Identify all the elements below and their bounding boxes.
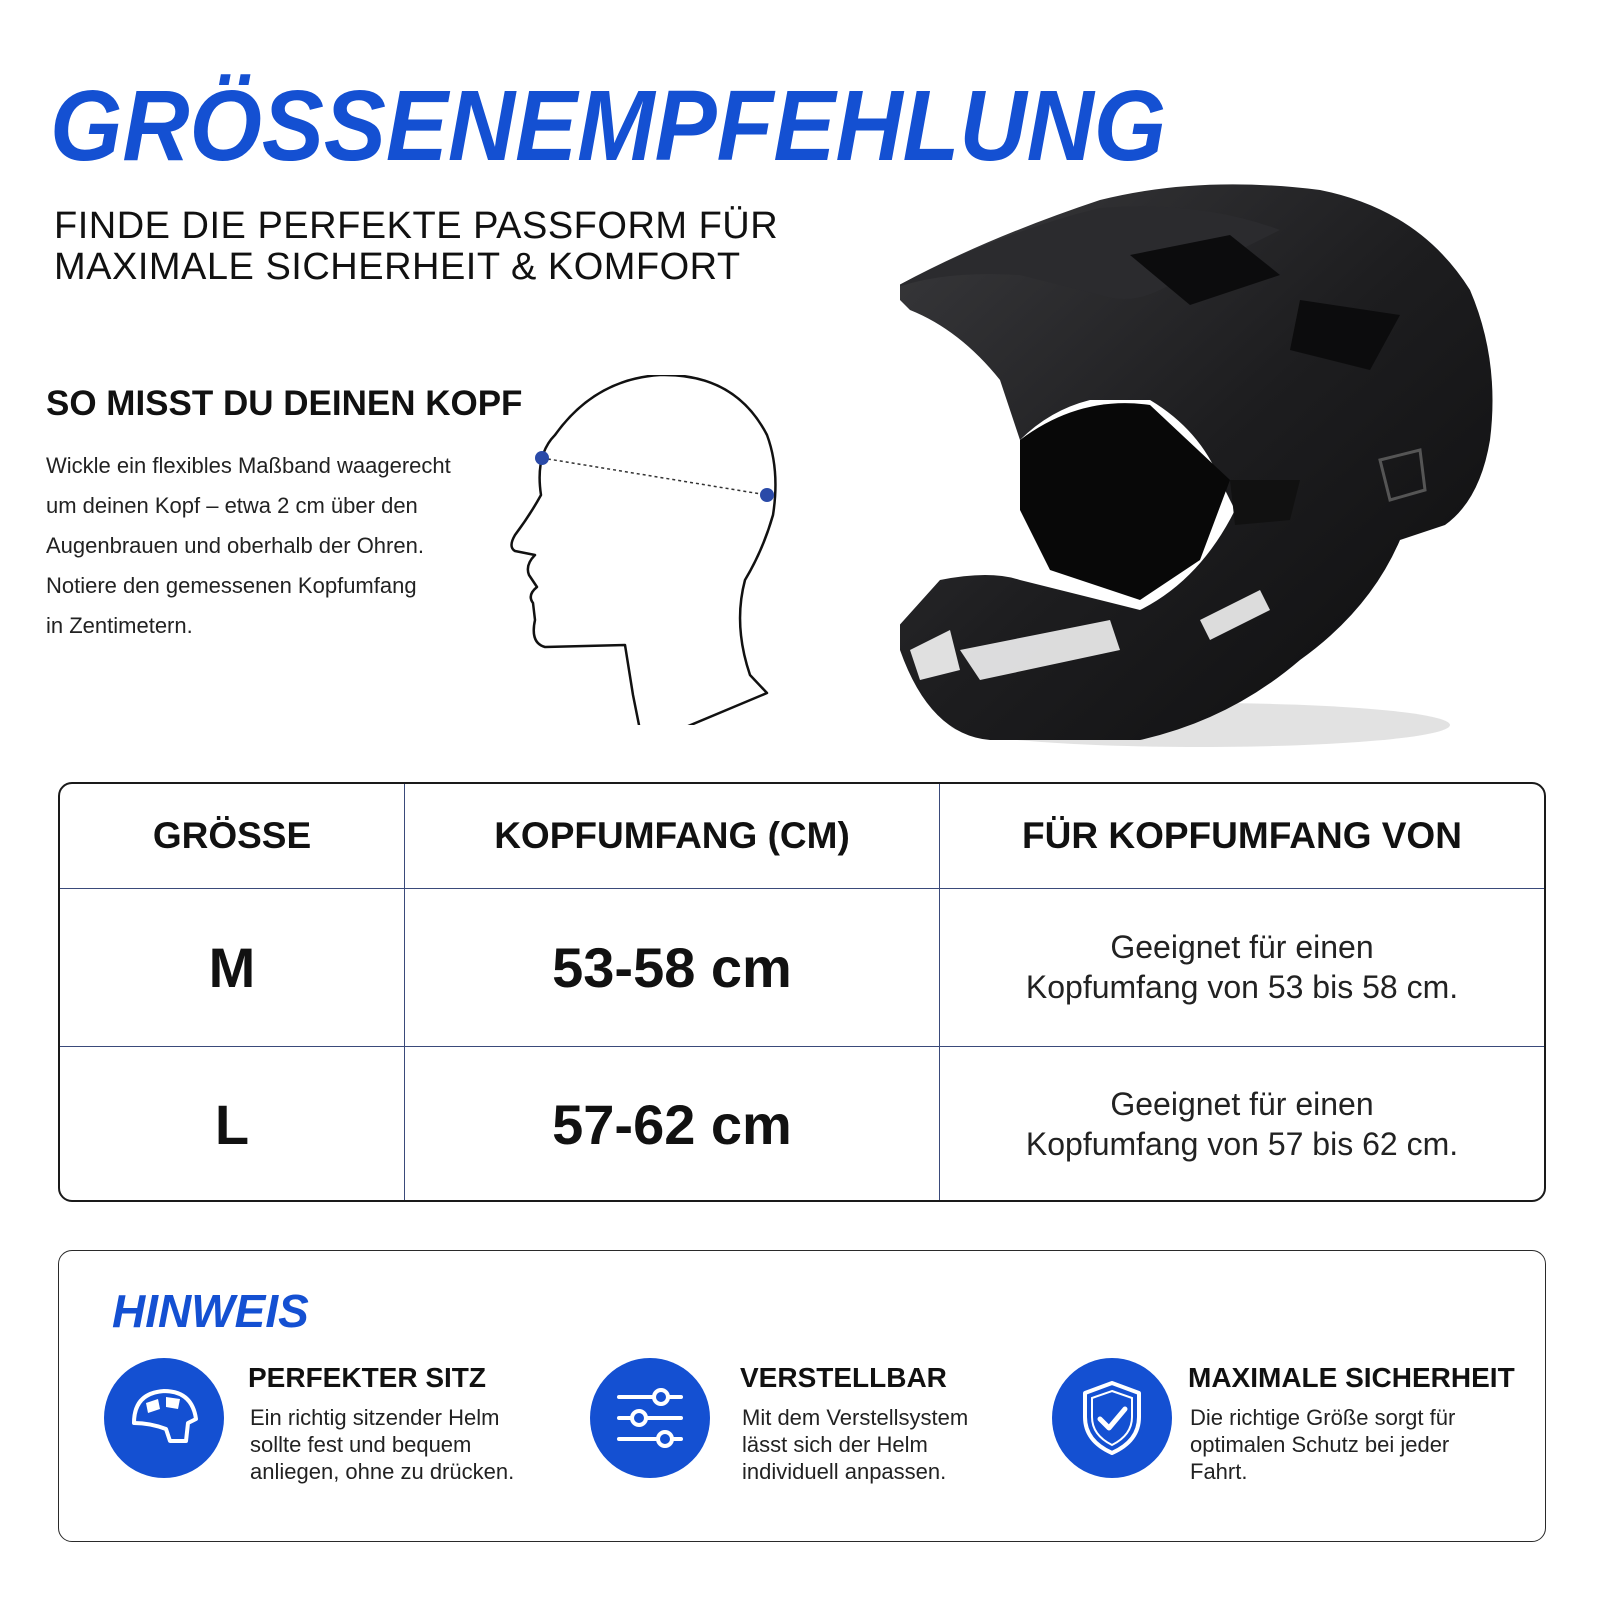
full-face-helmet-image [900, 180, 1540, 780]
page-title: GRÖSSENEMPFEHLUNG [50, 70, 1167, 182]
feature-line: Mit dem Verstellsystem [742, 1405, 969, 1430]
subtitle-line-1: FINDE DIE PERFEKTE PASSFORM FÜR [54, 205, 779, 247]
feature-title-safety: MAXIMALE SICHERHEIT [1188, 1362, 1515, 1393]
measure-heading: SO MISST DU DEINEN KOPF [46, 384, 523, 423]
feature-text-adjustable [742, 1404, 1042, 1485]
size-label: M [60, 888, 405, 1046]
table-row [60, 888, 1544, 1047]
sliders-icon [590, 1358, 710, 1478]
header-circumference: KOPFUMFANG (CM) [405, 784, 940, 888]
size-description [940, 1046, 1544, 1202]
description-line: Kopfumfang von 53 bis 58 cm. [1025, 969, 1459, 1005]
measure-line: Augenbrauen und oberhalb der Ohren. [46, 533, 424, 558]
head-outline-illustration [505, 375, 805, 725]
feature-line: Die richtige Größe sorgt für [1190, 1405, 1456, 1430]
table-row [60, 1046, 1544, 1202]
size-description [940, 888, 1544, 1046]
feature-line: lässt sich der Helm [742, 1432, 928, 1457]
size-label: L [60, 1046, 405, 1202]
hinweis-title: HINWEIS [112, 1285, 309, 1337]
subtitle-line-2: MAXIMALE SICHERHEIT & KOMFORT [54, 246, 741, 288]
feature-text-fit [250, 1404, 550, 1485]
measure-tape-line [542, 458, 767, 495]
feature-line: individuell anpassen. [742, 1459, 947, 1484]
circumference-range: 53-58 cm [405, 888, 940, 1046]
description-line: Kopfumfang von 57 bis 62 cm. [1025, 1126, 1459, 1162]
description-line: Geeignet für einen [1110, 1086, 1374, 1122]
measure-point-front [535, 451, 549, 465]
feature-line: Ein richtig sitzender Helm [250, 1405, 500, 1430]
feature-title-adjustable: VERSTELLBAR [740, 1362, 947, 1393]
page-subtitle [54, 206, 778, 288]
header-suitable-for: FÜR KOPFUMFANG VON [1022, 815, 1462, 856]
size-table-header-row [60, 784, 1544, 889]
header-size: GRÖSSE [60, 784, 405, 888]
measure-line: Notiere den gemessenen Kopfumfang [46, 573, 417, 598]
feature-line: anliegen, ohne zu drücken. [250, 1459, 515, 1484]
size-table [58, 782, 1546, 1202]
measure-point-back [760, 488, 774, 502]
head-outline-path [512, 375, 776, 725]
feature-line: optimalen Schutz bei jeder [1190, 1432, 1450, 1457]
helmet-icon [104, 1358, 224, 1478]
measure-line: in Zentimetern. [46, 613, 193, 638]
measure-instructions [46, 446, 506, 646]
measure-line: Wickle ein flexibles Maßband waagerecht [46, 453, 451, 478]
feature-title-fit: PERFEKTER SITZ [248, 1362, 487, 1393]
circumference-range: 57-62 cm [405, 1046, 940, 1202]
feature-line: sollte fest und bequem [250, 1432, 472, 1457]
feature-line: Fahrt. [1190, 1459, 1248, 1484]
shield-check-icon [1052, 1358, 1172, 1478]
description-line: Geeignet für einen [1110, 929, 1374, 965]
feature-text-safety [1190, 1404, 1490, 1485]
measure-line: um deinen Kopf – etwa 2 cm über den [46, 493, 418, 518]
